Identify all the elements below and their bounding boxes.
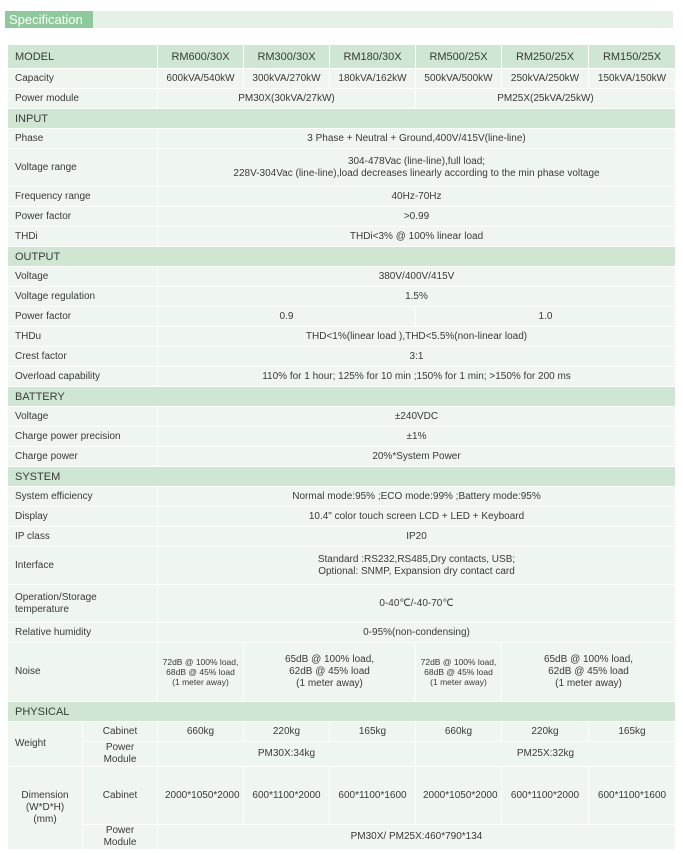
model-name: RM500/25X <box>416 45 502 69</box>
module-dimension: PM30X/ PM25X:460*790*134 <box>158 825 676 850</box>
noise-value-250-150-25x <box>502 643 676 702</box>
power-module-25x: PM25X(25kVA/25kW) <box>416 89 676 109</box>
crest-label: Crest factor <box>8 347 158 367</box>
section-header-bar <box>5 11 673 28</box>
model-name: RM180/30X <box>330 45 416 69</box>
efficiency-value: Normal mode:95% ;ECO mode:99% ;Battery mode:95% <box>158 487 676 507</box>
noise-label: Noise <box>8 643 158 702</box>
dimension-label-line: (mm) <box>33 814 57 825</box>
thdu-label: THDu <box>8 327 158 347</box>
power-module-row <box>8 89 676 109</box>
battery-section-row <box>8 387 676 407</box>
dimension-cabinet-row <box>8 767 676 825</box>
output-pf-30x: 0.9 <box>158 307 416 327</box>
temperature-label-line: temperature <box>15 603 69 615</box>
cabinet-dimension: 600*1100*1600 <box>330 767 416 825</box>
dimension-label <box>8 767 83 850</box>
thdi-value: THDi<3% @ 100% linear load <box>158 227 676 247</box>
display-label: Display <box>8 507 158 527</box>
cabinet-dimension: 600*1100*2000 <box>502 767 589 825</box>
power-module-label: Power module <box>8 89 158 109</box>
noise-line: 62dB @ 45% load <box>289 666 370 677</box>
input-section-row <box>8 109 676 129</box>
voltage-range-label: Voltage range <box>8 149 158 187</box>
noise-line: 72dB @ 100% load, <box>420 657 497 667</box>
weight-cabinet-row <box>8 722 676 742</box>
cabinet-dimension: 2000*1050*2000 <box>416 767 502 825</box>
crest-value: 3:1 <box>158 347 676 367</box>
regulation-row <box>8 287 676 307</box>
cabinet-weight: 660kg <box>158 722 244 742</box>
precision-label: Charge power precision <box>8 427 158 447</box>
ip-value: IP20 <box>158 527 676 547</box>
interface-row <box>8 547 676 585</box>
capacity-value: 300kVA/270kW <box>244 69 330 89</box>
thdi-row <box>8 227 676 247</box>
cabinet-weight: 165kg <box>330 722 416 742</box>
output-section-title: OUTPUT <box>8 247 676 267</box>
phase-label: Phase <box>8 129 158 149</box>
cabinet-weight: 220kg <box>502 722 589 742</box>
noise-value-500-25x <box>416 643 502 702</box>
noise-line: 65dB @ 100% load, <box>284 654 375 665</box>
output-voltage-row <box>8 267 676 287</box>
cabinet-label: Cabinet <box>83 767 158 825</box>
overload-value: 110% for 1 hour; 125% for 10 min ;150% for 1 min; >150% for 200 ms <box>158 367 676 387</box>
input-section-title: INPUT <box>8 109 676 129</box>
model-name: RM600/30X <box>158 45 244 69</box>
output-voltage-value: 380V/400V/415V <box>158 267 676 287</box>
frequency-value: 40Hz-70Hz <box>158 187 676 207</box>
battery-section-title: BATTERY <box>8 387 676 407</box>
input-pf-row <box>8 207 676 227</box>
physical-section-row <box>8 702 676 722</box>
humidity-label: Relative humidity <box>8 623 158 643</box>
model-label: MODEL <box>8 45 158 69</box>
battery-voltage-value: ±240VDC <box>158 407 676 427</box>
phase-row <box>8 129 676 149</box>
noise-line: 68dB @ 45% load <box>424 667 493 677</box>
noise-value-300-180-30x <box>244 643 416 702</box>
interface-line: Standard :RS232,RS485,Dry contacts, USB; <box>317 553 516 565</box>
battery-voltage-row <box>8 407 676 427</box>
ip-row <box>8 527 676 547</box>
charge-value: 20%*System Power <box>158 447 676 467</box>
cabinet-weight: 220kg <box>244 722 330 742</box>
capacity-value: 150kVA/150kW <box>589 69 676 89</box>
specification-table <box>7 44 676 850</box>
cabinet-weight: 165kg <box>589 722 676 742</box>
cabinet-weight: 660kg <box>416 722 502 742</box>
model-name: RM150/25X <box>589 45 676 69</box>
voltage-range-line: 228V-304Vac (line-line),load decreases linearly according to the min phase voltage <box>233 167 600 179</box>
thdi-label: THDi <box>8 227 158 247</box>
power-module-30x: PM30X(30kVA/27kW) <box>158 89 416 109</box>
regulation-label: Voltage regulation <box>8 287 158 307</box>
temperature-label-line: Operation/Storage <box>15 591 97 603</box>
thdu-value: THD<1%(linear load ),THD<5.5%(non-linear load) <box>158 327 676 347</box>
module-weight-25x: PM25X:32kg <box>416 742 676 767</box>
voltage-range-line: 304-478Vac (line-line),full load; <box>347 155 486 167</box>
battery-voltage-label: Voltage <box>8 407 158 427</box>
module-weight-30x: PM30X:34kg <box>158 742 416 767</box>
voltage-range-value <box>158 149 676 187</box>
weight-module-row <box>8 742 676 767</box>
system-section-row <box>8 467 676 487</box>
dimension-label-line: Dimension <box>21 790 69 801</box>
system-section-title: SYSTEM <box>8 467 676 487</box>
humidity-row <box>8 623 676 643</box>
power-module-sublabel: Power Module <box>83 742 158 767</box>
capacity-value: 180kVA/162kW <box>330 69 416 89</box>
crest-row <box>8 347 676 367</box>
humidity-value: 0-95%(non-condensing) <box>158 623 676 643</box>
cabinet-dimension: 600*1100*2000 <box>244 767 330 825</box>
overload-row <box>8 367 676 387</box>
precision-value: ±1% <box>158 427 676 447</box>
temperature-label <box>8 585 158 623</box>
noise-line: (1 meter away) <box>555 678 622 689</box>
thdu-row <box>8 327 676 347</box>
power-module-sublabel: Power Module <box>83 825 158 850</box>
cabinet-dimension: 2000*1050*2000 <box>158 767 244 825</box>
noise-line: 65dB @ 100% load, <box>543 654 634 665</box>
precision-row <box>8 427 676 447</box>
model-row <box>8 45 676 69</box>
efficiency-label: System efficiency <box>8 487 158 507</box>
noise-line: 72dB @ 100% load, <box>162 657 239 667</box>
capacity-value: 500kVA/500kW <box>416 69 502 89</box>
frequency-label: Frequency range <box>8 187 158 207</box>
interface-label: Interface <box>8 547 158 585</box>
noise-line: 62dB @ 45% load <box>548 666 629 677</box>
ip-label: IP class <box>8 527 158 547</box>
dimension-module-row <box>8 825 676 850</box>
frequency-row <box>8 187 676 207</box>
cabinet-label: Cabinet <box>83 722 158 742</box>
efficiency-row <box>8 487 676 507</box>
dimension-label-line: (W*D*H) <box>25 802 65 813</box>
model-name: RM250/25X <box>502 45 589 69</box>
model-name: RM300/30X <box>244 45 330 69</box>
noise-line: (1 meter away) <box>172 677 229 687</box>
voltage-range-row <box>8 149 676 187</box>
interface-value <box>158 547 676 585</box>
interface-line: Optional: SNMP, Expansion dry contact card <box>318 565 515 577</box>
output-pf-label: Power factor <box>8 307 158 327</box>
noise-row <box>8 643 676 702</box>
noise-value-600-30x <box>158 643 244 702</box>
phase-value: 3 Phase + Neutral + Ground,400V/415V(line-line) <box>158 129 676 149</box>
display-value: 10.4" color touch screen LCD + LED + Keyboard <box>158 507 676 527</box>
noise-line: (1 meter away) <box>296 678 363 689</box>
charge-row <box>8 447 676 467</box>
display-row <box>8 507 676 527</box>
noise-line: (1 meter away) <box>430 677 487 687</box>
input-pf-value: >0.99 <box>158 207 676 227</box>
output-pf-row <box>8 307 676 327</box>
noise-line: 68dB @ 45% load <box>166 667 235 677</box>
cabinet-dimension: 600*1100*1600 <box>589 767 676 825</box>
regulation-value: 1.5% <box>158 287 676 307</box>
capacity-value: 250kVA/250kW <box>502 69 589 89</box>
output-voltage-label: Voltage <box>8 267 158 287</box>
capacity-value: 600kVA/540kW <box>158 69 244 89</box>
output-section-row <box>8 247 676 267</box>
physical-section-title: PHYSICAL <box>8 702 676 722</box>
weight-label: Weight <box>8 722 83 767</box>
temperature-row <box>8 585 676 623</box>
overload-label: Overload capability <box>8 367 158 387</box>
input-pf-label: Power factor <box>8 207 158 227</box>
capacity-label: Capacity <box>8 69 158 89</box>
output-pf-25x: 1.0 <box>416 307 676 327</box>
temperature-value: 0-40℃/-40-70℃ <box>158 585 676 623</box>
section-title: Specification <box>5 11 93 28</box>
charge-label: Charge power <box>8 447 158 467</box>
capacity-row <box>8 69 676 89</box>
